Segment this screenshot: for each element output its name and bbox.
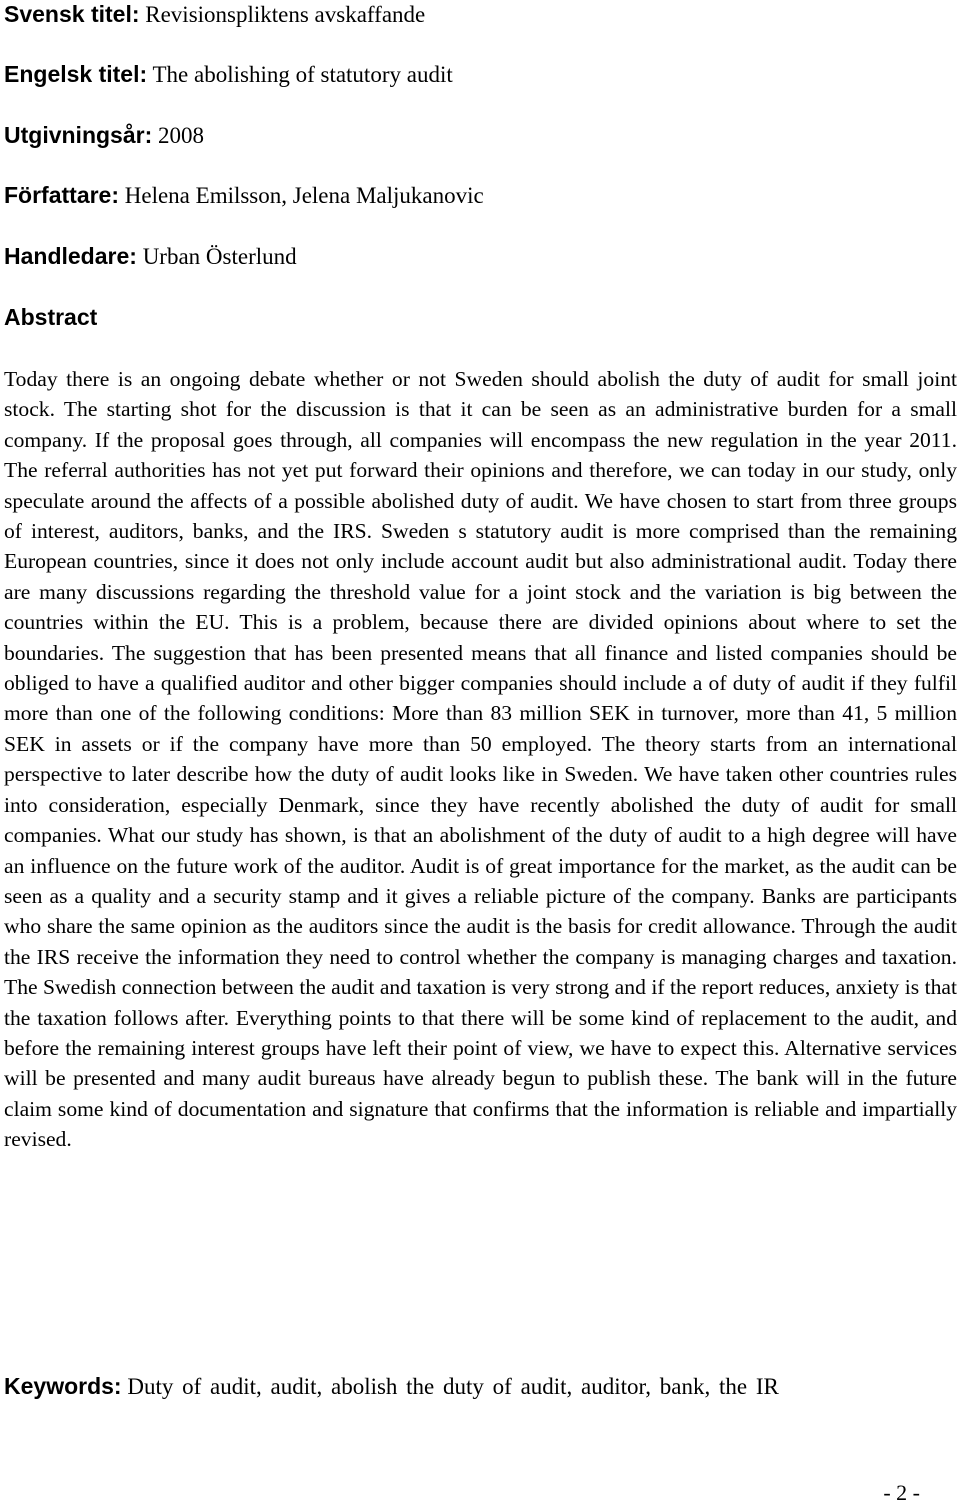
swedish-title-value: Revisionspliktens avskaffande — [145, 2, 426, 27]
advisor-label: Handledare: — [4, 243, 137, 269]
authors-value: Helena Emilsson, Jelena Maljukanovic — [124, 183, 484, 208]
keywords-label: Keywords: — [4, 1373, 122, 1399]
swedish-title-label: Svensk titel: — [4, 1, 140, 27]
advisor-line — [4, 242, 297, 271]
abstract-heading: Abstract — [4, 304, 98, 330]
abstract-body: Today there is an ongoing debate whether or not Sweden should abolish the duty of audit for small joint stock. The starting shot for the discussion is that it can be seen as an administrative burden for a small company. If the proposal goes through, all companies will encompass the new regulation in the year 2011. The referral authorities has not yet put forward their opinions and therefore, we can today in our study, only speculate around the affects of a possible abolished duty of audit. We have chosen to start from three groups of interest, auditors, banks, and the IRS. Sweden s statutory audit is more comprised than the remaining European countries, since it does not only include account audit but also administrational audit. Today there are many discussions regarding the threshold value for a joint stock and the variation is big between the countries within the EU. This is a problem, because there are divided opinions about where to set the boundaries. The suggestion that has been presented means that all finance and listed companies should be obliged to have a qualified auditor and other bigger companies should include a of duty of audit if they fulfil more than one of the following conditions: More than 83 million SEK in turnover, more than 41, 5 million SEK in assets or if the company have more than 50 employed. The theory starts from an international perspective to later describe how the duty of audit looks like in Sweden. We have taken other countries rules into consideration, especially Denmark, since they have recently abolished the duty of audit for small companies. What our study has shown, is that an abolishment of the duty of audit to a high degree will have an influence on the future work of the auditor. Audit is of great importance for the market, as the audit can be seen as a quality and a security stamp and it gives a reliable picture of the company. Banks are participants who share the same opinion as the auditors since the audit is the basis for credit allowance. Through the audit the IRS receive the information they need to control whether the company is managing charges and taxation. The Swedish connection between the audit and taxation is very strong and if the report reduces, anxiety is that the taxation follows after. Everything points to that there will be some kind of replacement to the audit, and before the remaining interest groups have left their point of view, we have to expect this. Alternative services will be presented and many audit bureaus have already begun to publish these. The bank will in the future claim some kind of documentation and signature that confirms that the information is reliable and impartially revised. — [4, 367, 957, 1152]
authors-line — [4, 181, 484, 210]
page-number: - 2 - — [883, 1480, 920, 1505]
authors-label: Författare: — [4, 182, 120, 208]
publication-year-value: 2008 — [157, 123, 204, 148]
english-title-line — [4, 60, 453, 89]
advisor-value: Urban Österlund — [142, 244, 297, 269]
keywords-value: Duty of audit, audit, abolish the duty of audit, auditor, bank, the IR — [127, 1374, 779, 1399]
keywords-line — [4, 1370, 957, 1403]
english-title-value: The abolishing of statutory audit — [152, 62, 453, 87]
publication-year-label: Utgivningsår: — [4, 122, 153, 148]
publication-year-line — [4, 121, 204, 150]
english-title-label: Engelsk titel: — [4, 61, 148, 87]
swedish-title-line — [4, 0, 425, 29]
